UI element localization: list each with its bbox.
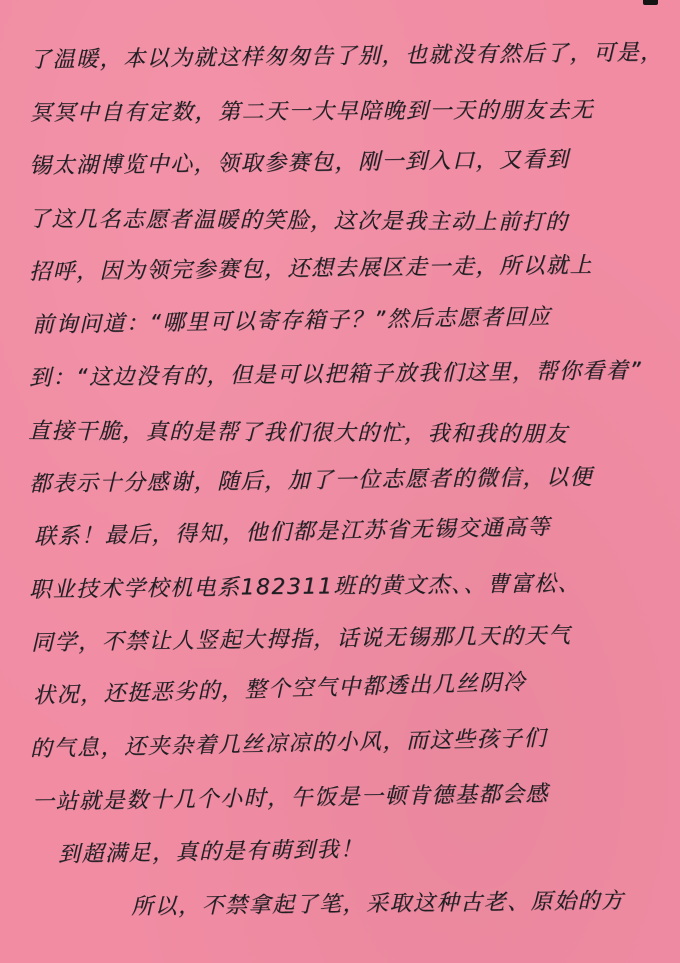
letter-line: 到超满足，真的是有萌到我！ bbox=[57, 837, 364, 868]
letter-line: 招呼，因为领完参赛包，还想去展区走一走，所以就上 bbox=[28, 253, 594, 285]
letter-line-final-paragraph: 所以，不禁拿起了笔，采取这种古老、原始的方 bbox=[130, 888, 625, 920]
letter-line: 到：“这边没有的，但是可以把箱子放我们这里，帮你看着” bbox=[28, 358, 643, 391]
letter-line: 一站就是数十几个小时，午饭是一顿肯德基都会感 bbox=[31, 781, 550, 815]
ink-smudge-mark bbox=[643, 0, 658, 5]
letter-line: 直接干脆，真的是帮了我们很大的忙，我和我的朋友 bbox=[27, 419, 569, 448]
letter-line: 了这几名志愿者温暖的笑脸，这次是我主动上前打的 bbox=[27, 207, 569, 236]
letter-line: 职业技术学校机电系182311班的黄文杰、、曹富松、 bbox=[28, 571, 582, 603]
letter-line: 同学，不禁让人竖起大拇指，话说无锡那几天的天气 bbox=[30, 623, 572, 656]
letter-line: 前询问道：“哪里可以寄存箱子？”然后志愿者回应 bbox=[31, 304, 552, 338]
letter-line: 了温暖，本以为就这样匆匆告了别，也就没有然后了，可是， bbox=[28, 40, 664, 73]
letter-line: 都表示十分感谢，随后，加了一位志愿者的微信，以便 bbox=[28, 465, 594, 497]
letter-line: 的气息，还夹杂着几丝凉凉的小风，而这些孩子们 bbox=[29, 726, 548, 762]
letter-line: 冥冥中自有定数，第二天一大早陪晚到一天的朋友去无 bbox=[29, 98, 595, 126]
letter-line: 锡太湖博览中心，领取参赛包，刚一到入口，又看到 bbox=[28, 147, 570, 179]
handwritten-letter bbox=[27, 34, 664, 935]
letter-line: 状况，还挺恶劣的，整个空气中都透出几丝阴冷 bbox=[32, 670, 527, 709]
letter-line: 联系！最后，得知，他们都是江苏省无锡交通高等 bbox=[33, 514, 552, 550]
